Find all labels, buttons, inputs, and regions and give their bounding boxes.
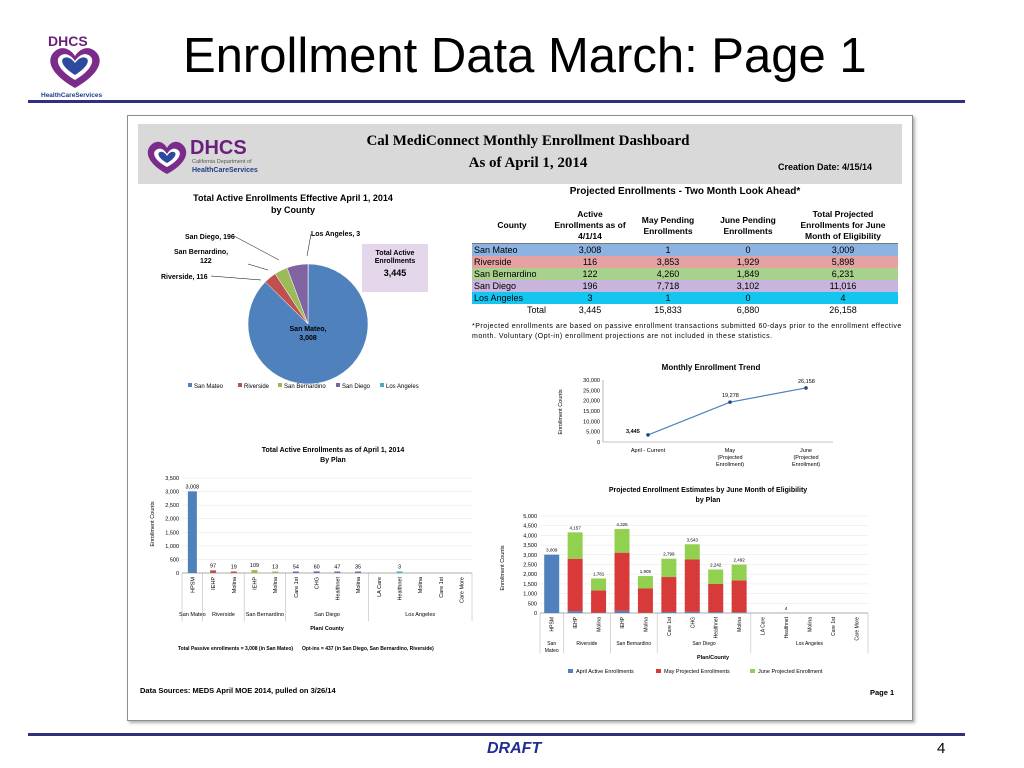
june-legend-swatch-may [656,669,661,673]
trend-y-tick: 25,000 [583,388,600,395]
june-total-label: 2,492 [733,557,745,563]
legend-swatch-riverside [238,383,242,387]
trend-y-ticks [583,378,600,446]
legend-swatch-los-angeles [380,383,384,387]
june-bar-segment [685,544,700,559]
june-total-label: 3,009 [546,547,558,553]
june-total-label: 1,781 [592,571,605,577]
june-x-tick: CHG [690,617,697,629]
plan-x-tick: Care 1st [438,577,445,598]
table-cell: 3,008 [552,244,628,257]
legend-swatch-san-bernardino [278,383,282,387]
projection-footnote: *Projected enrollments are based on passive enrollment transactions submitted 60-days prior to the enrollment effective month. Voluntary (Opt-in) enrollment projections are not included in these statistics. [472,323,902,340]
table-cell: Los Angeles [472,292,552,304]
june-county-label: Mateo [544,648,559,654]
plan-bar-label: 97 [210,563,217,570]
june-y-tick: 2,500 [523,562,537,569]
june-x-tick: Molina [807,617,814,632]
june-bar-segment [568,532,583,558]
dashboard-logo-sub2: HealthCareServices [192,167,258,174]
table-cell: 11,016 [788,280,898,292]
table-cell: San Mateo [472,244,552,257]
table-cell: 122 [552,268,628,280]
table-cell: 4 [788,292,898,304]
trend-title: Monthly Enrollment Trend [661,363,761,372]
plan-bars [185,484,465,603]
june-bar-segment [591,578,606,590]
june-y-tick: 3,000 [523,552,537,559]
june-bar-segment [544,555,559,613]
june-x-tick: Care 1st [830,617,837,636]
plan-x-tick: Healthnet [397,577,404,601]
june-bar-segment [615,553,630,611]
table-cell: 3,445 [552,304,628,316]
june-bar-segment [732,580,747,612]
june-legend-swatch-june [750,669,755,673]
table-cell: 26,158 [788,304,898,316]
trend-x-label: April - Current [630,448,666,454]
plan-bar-label: 109 [249,563,260,570]
table-cell: 0 [708,244,788,257]
june-x-tick: IEHP [573,617,580,629]
plan-y-tick: 3,000 [165,489,179,496]
trend-y-tick: 20,000 [583,398,600,405]
plan-county-labels [179,573,472,621]
data-sources: Data Sources: MEDS April MOE 2014, pulled on 3/26/14 [140,686,336,695]
trend-x-label: May [724,448,736,454]
dashboard-title [338,130,718,174]
june-y-tick: 500 [527,601,537,608]
june-bar-segment [661,559,676,577]
table-cell: San Bernardino [472,268,552,280]
table-cell: 6,231 [788,268,898,280]
june-x-tick: IEHP [620,617,626,629]
creation-date: Creation Date: 4/15/14 [778,162,873,172]
table-cell: 3,102 [708,280,788,292]
trend-y-tick: 0 [596,440,600,446]
june-bar-segment [615,611,630,613]
june-y-tick: 4,000 [523,533,537,540]
plan-y-tick: 1,000 [165,543,179,550]
june-total-label: 2,799 [663,551,675,557]
plan-bar [252,570,258,573]
plan-bar-label: 35 [355,564,362,571]
pie-total-value: 3,445 [383,268,407,278]
plan-county-label: San Diego [314,612,340,618]
june-bar-segment [708,584,723,612]
june-county-label: San Diego [692,641,716,647]
table-row [472,280,898,292]
projected-enrollments-table [472,208,898,316]
plan-chart-title [228,446,438,466]
plan-y-tick: 0 [175,571,179,577]
plan-bar-label: 13 [272,564,279,571]
table-row [472,292,898,304]
pie-chart-title-line1: Total Active Enrollments Effective April 1, 2014 [193,193,393,203]
table-cell: 196 [552,280,628,292]
june-y-tick: 2,000 [523,572,537,579]
plan-bar [188,491,197,573]
june-total-label: 4 [784,605,788,611]
june-bars [544,522,860,641]
plan-x-tick: Care More [459,577,466,603]
pie-chart-title-line2: by County [271,205,315,215]
dashboard-title-line2: As of April 1, 2014 [468,155,588,171]
trend-value-label: 26,158 [798,378,815,385]
plan-bar [272,572,278,574]
plan-xlabel: Plan/ County [310,626,344,632]
plan-county-label: San Mateo [179,612,206,618]
june-county-label: Riverside [576,641,598,647]
trend-x-label: Enrollment) [715,462,745,468]
pie-label-san-mateo: San Mateo, [289,326,327,333]
june-ylabel: Enrollment Counts [500,545,506,591]
plan-bar [355,572,361,574]
plan-bar [314,571,320,573]
plan-gridlines [165,476,472,577]
june-legend-april: April Active Enrollments [576,669,634,675]
legend-san-mateo: San Mateo [194,384,224,390]
june-xlabel: Plan/County [696,655,730,661]
plan-chart-title-line2: By Plan [320,457,346,464]
june-x-tick: Molina [737,617,744,632]
june-total-label: 4,326 [616,522,628,528]
draft-label: DRAFT [487,740,542,757]
plan-bar-label: 54 [292,564,299,571]
logo-text: DHCS [48,33,88,49]
plan-county-label: Los Angeles [405,612,436,618]
plan-x-tick: IEHP [211,577,218,590]
pie-total-box [362,244,428,292]
table-cell: San Diego [472,280,552,292]
table-header: May Pending Enrollments [628,208,708,244]
june-bar-segment [708,570,723,584]
june-legend-may: May Projected Enrollments [664,669,730,675]
trend-point [646,433,650,437]
table-header: County [472,208,552,244]
june-total-label: 3,543 [686,537,698,543]
dashboard-panel [127,115,913,721]
plan-bar-label: 60 [313,564,320,571]
june-x-tick: Care 1st [666,617,673,636]
june-x-tick: Healthnet [713,617,720,639]
pie-slices [248,264,368,384]
june-x-tick: Healthnet [784,617,790,639]
june-bar-segment [732,565,747,581]
pie-label-san-bernardino: San Bernardino, [174,249,229,256]
june-y-tick: 4,500 [523,523,537,530]
dashboard-logo-text: DHCS [190,137,247,159]
plan-x-tick: Molina [418,577,425,594]
pie-label-san-mateo-value: 3,008 [299,335,317,342]
june-y-tick: 5,000 [523,514,537,520]
trend-y-tick: 30,000 [583,378,600,384]
plan-y-tick: 2,000 [165,516,179,523]
june-bar-segment [732,612,747,613]
logo-subtext: HealthCareServices [41,92,103,99]
plan-bar-label: 3 [397,564,402,571]
pie-label-riverside: Riverside, 116 [161,274,208,281]
june-chart-title-line1: Projected Enrollment Estimates by June Month of Eligibility [608,487,808,494]
table-cell: 0 [708,292,788,304]
june-bar-segment [568,611,583,613]
trend-ylabel: Enrollment Counts [558,389,564,435]
table-total-row [472,304,898,316]
june-legend-june: June Projected Enrollment [758,669,823,675]
plan-x-tick: Molina [273,577,280,594]
table-cell: 3,009 [788,244,898,257]
dashboard-logo [142,130,272,180]
projected-table-title: Projected Enrollments - Two Month Look Ahead* [569,186,801,197]
june-y-tick: 3,500 [523,543,537,550]
june-bar-segment [638,576,653,588]
plan-y-tick: 3,500 [165,476,179,482]
june-total-label: 1,905 [639,569,652,575]
june-chart-title-line2: by Plan [695,497,721,504]
table-row [472,256,898,268]
trend-x-label: Enrollment) [791,462,821,468]
june-county-label: San Bernardino [616,641,652,647]
trend-value-label: 19,278 [722,393,739,400]
june-x-tick: Care More [854,617,861,641]
table-header-row [472,208,898,244]
plan-x-tick: LA Care [376,577,383,597]
june-bar-segment [661,577,676,612]
plan-ylabel: Enrollment Counts [150,501,156,547]
plan-bar [210,570,216,573]
table-cell: 6,880 [708,304,788,316]
plan-chart [142,468,482,658]
table-header: Total Projected Enrollments for June Month of Eligibility [788,208,898,244]
plan-bar-label: 3,008 [185,484,200,491]
june-bar-segment [708,612,723,613]
trend-y-tick: 15,000 [583,409,600,415]
pie-total-label: Total Active Enrollments [374,250,416,265]
june-x-tick: LA Care [760,617,767,636]
leader-line-san-diego [234,236,279,260]
table-cell: 1,929 [708,256,788,268]
plan-x-tick: HPSM [190,577,197,593]
june-bar-segment [591,590,606,612]
plan-x-tick: IEHP [252,577,259,590]
plan-y-tick: 1,500 [165,530,179,537]
plan-y-tick: 2,500 [165,503,179,510]
pie-label-san-bernardino-value: 122 [200,258,212,265]
june-x-tick: HPSM [549,617,556,632]
plan-x-tick: Molina [231,577,238,594]
trend-y-tick: 5,000 [586,429,600,436]
june-bar-segment [638,588,653,612]
dashboard-page-label: Page 1 [870,688,895,697]
header-rule [28,100,965,103]
table-cell: 4,260 [628,268,708,280]
june-total-label: 2,242 [710,562,722,568]
slide-title: Enrollment Data March: Page 1 [183,29,867,83]
legend-swatch-san-diego [336,383,340,387]
trend-value-label: 3,445 [626,428,640,435]
legend-swatch-san-mateo [188,383,192,387]
trend-x-labels [631,448,820,468]
pie-label-san-diego: San Diego, 196 [185,234,235,241]
plan-county-label: San Bernardino [245,612,284,618]
plan-note-optin: Opt-ins = 437 (in San Diego, San Bernardino, Riverside) [302,646,434,652]
table-cell: 1 [628,292,708,304]
pie-legend [188,380,428,392]
plan-x-tick: Healthnet [335,577,342,601]
plan-bar [231,572,237,574]
trend-x-label: (Projected [717,455,743,461]
june-bar-segment [685,559,700,611]
june-y-tick: 0 [533,611,537,617]
table-cell: 5,898 [788,256,898,268]
trend-series [626,379,815,437]
june-y-tick: 1,000 [523,591,537,598]
june-bar-segment [685,612,700,613]
june-county-label: San [547,641,557,647]
plan-county-label: Riverside [211,612,235,618]
legend-san-bernardino: San Bernardino [284,384,326,390]
table-row [472,244,898,257]
table-header: Active Enrollments as of 4/1/14 [552,208,628,244]
plan-note-passive: Total Passive enrollments = 3,008 (in San Mateo) [178,646,294,652]
trend-y-tick: 10,000 [583,419,600,426]
slide-page-number: 4 [937,740,946,757]
leader-line-san-bernardino [248,264,268,270]
table-cell: 15,833 [628,304,708,316]
dashboard-logo-sub1: California Department of [192,159,252,165]
plan-bar-label: 47 [334,564,341,571]
june-x-tick: Molina [596,617,603,632]
table-cell: 1,849 [708,268,788,280]
legend-riverside: Riverside [244,384,270,390]
plan-x-tick: CHG [314,577,321,590]
plan-bar [293,572,299,574]
trend-point [728,400,732,404]
trend-x-label: (Projected [793,455,819,461]
june-county-labels [540,613,868,654]
dashboard-header [138,124,902,184]
june-legend-swatch-april [568,669,573,673]
table-cell: 3,853 [628,256,708,268]
legend-los-angeles: Los Angeles [386,384,419,390]
june-chart-title [568,486,848,506]
table-cell: Riverside [472,256,552,268]
table-cell: 116 [552,256,628,268]
plan-bar [397,572,403,574]
june-bar-segment [568,559,583,611]
table-row [472,268,898,280]
dhcs-logo [40,30,110,100]
plan-chart-title-line1: Total Active Enrollments as of April 1, 2014 [261,447,405,454]
trend-x-label: June [800,448,812,454]
trend-point [804,386,808,390]
june-bar-segment [615,529,630,553]
june-total-label: 4,157 [569,525,581,531]
plan-bar [334,572,340,574]
june-county-label: Los Angeles [795,641,824,647]
june-bar-segment [661,612,676,613]
legend-san-diego: San Diego [342,384,371,390]
plan-x-tick: Molina [356,577,363,594]
plan-y-tick: 500 [169,557,179,564]
pie-label-los-angeles: Los Angeles, 3 [311,231,361,238]
trend-chart [548,360,848,472]
table-cell: Total [472,304,552,316]
plan-bar-label: 19 [230,564,237,571]
table-header: June Pending Enrollments [708,208,788,244]
table-cell: 1 [628,244,708,257]
plan-x-tick: Care 1st [293,577,300,598]
table-cell: 3 [552,292,628,304]
footer-rule [28,733,965,736]
pie-chart-title [168,192,418,216]
leader-line-riverside [211,276,261,280]
table-cell: 7,718 [628,280,708,292]
june-y-tick: 1,500 [523,581,537,588]
dashboard-title-line1: Cal MediConnect Monthly Enrollment Dashboard [366,133,690,149]
june-x-tick: Molina [643,617,650,632]
june-chart [488,508,888,686]
